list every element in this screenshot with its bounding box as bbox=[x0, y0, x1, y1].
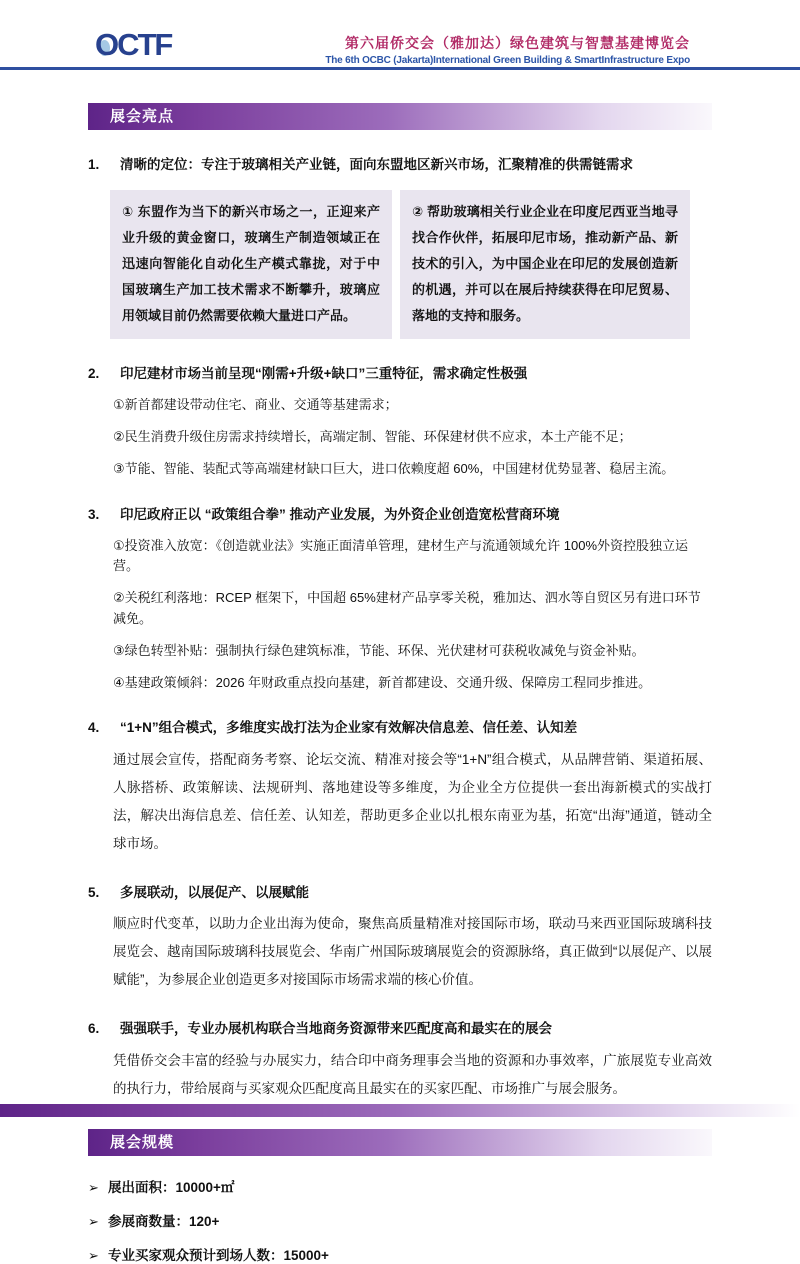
section-banner-scale: 展会规模 bbox=[88, 1129, 712, 1156]
expo-title-zh: 第六届侨交会（雅加达）绿色建筑与智慧基建博览会 bbox=[345, 35, 690, 51]
item-subline: ③绿色转型补贴：强制执行绿色建筑标准，节能、环保、光伏建材可获税收减免与资金补贴。 bbox=[113, 642, 645, 658]
item-paragraph: 凭借侨交会丰富的经验与办展实力，结合印中商务理事会当地的资源和办事效率，广旅展览专业高效的执行力，带给展商与买家观众匹配度高且最实在的买家匹配、市场推广与展会服务。 bbox=[113, 1052, 712, 1096]
item-number: 1. bbox=[88, 157, 100, 172]
arrowhead-bullet-icon: ➢ bbox=[88, 1213, 99, 1229]
info-box-row bbox=[110, 190, 712, 339]
scale-bullet bbox=[88, 1210, 712, 1230]
item-subline: ②关税红利落地：RCEP 框架下，中国超 65%建材产品享零关税，雅加达、泗水等自贸区另有进口环节减免。 bbox=[113, 590, 701, 626]
bullet-text: 展出面积：10000+㎡ bbox=[108, 1179, 235, 1195]
section-banner-highlights: 展会亮点 bbox=[88, 103, 712, 130]
item-subline: ①新首都建设带动住宅、商业、交通等基建需求； bbox=[113, 397, 398, 413]
item-subline: ②民生消费升级住房需求持续增长，高端定制、智能、环保建材供不应求，本土产能不足； bbox=[113, 429, 632, 445]
item-heading-row bbox=[88, 155, 712, 175]
item-heading: 清晰的定位：专注于玻璃相关产业链，面向东盟地区新兴市场，汇聚精准的供需链需求 bbox=[120, 157, 633, 172]
item-heading-row bbox=[88, 883, 712, 903]
highlight-item-3 bbox=[88, 505, 712, 693]
info-box-2: ② 帮助玻璃相关行业企业在印度尼西亚当地寻找合作伙伴，拓展印尼市场，推动新产品、新技术的引入，为中国企业在印尼的发展创造新的机遇，并可以在展后持续获得在印尼贸易、落地的支持和服务。 bbox=[400, 190, 690, 339]
item-number: 6. bbox=[88, 1021, 100, 1037]
item-heading: 印尼政府正以 “政策组合拳” 推动产业发展，为外资企业创造宽松营商环境 bbox=[120, 506, 560, 522]
main-content bbox=[88, 70, 712, 1264]
item-heading: 印尼建材市场当前呈现“刚需+升级+缺口”三重特征，需求确定性极强 bbox=[120, 365, 528, 381]
item-paragraph: 顺应时代变革，以助力企业出海为使命，聚焦高质量精准对接国际市场，联动马来西亚国际玻璃科技展览会、越南国际玻璃科技展览会、华南广州国际玻璃展览会的资源脉络，真正做到“以展促产、以展赋能”，为参展企业创造更多对接国际市场需求端的核心价值。 bbox=[113, 916, 712, 988]
footer-accent-bar bbox=[0, 1104, 800, 1117]
item-heading-row bbox=[88, 1019, 712, 1039]
highlight-item-6 bbox=[88, 1019, 712, 1103]
item-heading-row bbox=[88, 718, 712, 738]
scale-bullet bbox=[88, 1176, 712, 1196]
logo-text: OCTF bbox=[95, 27, 172, 62]
item-number: 2. bbox=[88, 365, 100, 381]
item-heading-row bbox=[88, 505, 712, 525]
arrowhead-bullet-icon: ➢ bbox=[88, 1179, 99, 1195]
highlight-item-4 bbox=[88, 718, 712, 858]
expo-title-en: The 6th OCBC (Jakarta)International Green Building & SmartInfrastructure Expo bbox=[325, 55, 690, 67]
octf-logo bbox=[95, 28, 175, 62]
item-heading-row bbox=[88, 364, 712, 384]
arrowhead-bullet-icon: ➢ bbox=[88, 1247, 99, 1263]
scale-bullet bbox=[88, 1244, 712, 1264]
expo-titles bbox=[325, 33, 690, 68]
highlight-item-1 bbox=[88, 155, 712, 339]
item-subline: ③节能、智能、装配式等高端建材缺口巨大，进口依赖度超 60%，中国建材优势显著、稳居主流。 bbox=[113, 461, 675, 477]
page-header bbox=[0, 0, 800, 70]
scale-bullets bbox=[88, 1176, 712, 1264]
item-heading: “1+N”组合模式，多维度实战打法为企业家有效解决信息差、信任差、认知差 bbox=[120, 719, 578, 735]
info-box-1: ① 东盟作为当下的新兴市场之一，正迎来产业升级的黄金窗口，玻璃生产制造领域正在迅速向智能化自动化生产模式靠拢，对于中国玻璃生产加工技术需求不断攀升，玻璃应用领域目前仍然需要依赖大量进口产品。 bbox=[110, 190, 392, 339]
item-number: 3. bbox=[88, 506, 100, 522]
item-number: 4. bbox=[88, 719, 100, 735]
item-number: 5. bbox=[88, 884, 100, 900]
item-heading: 强强联手，专业办展机构联合当地商务资源带来匹配度高和最实在的展会 bbox=[120, 1021, 552, 1037]
item-heading: 多展联动，以展促产、以展赋能 bbox=[120, 884, 309, 900]
highlight-item-2 bbox=[88, 364, 712, 480]
item-subline: ①投资准入放宽：《创造就业法》实施正面清单管理，建材生产与流通领域允许 100%外资控股独立运营。 bbox=[113, 538, 689, 574]
highlight-item-5 bbox=[88, 883, 712, 995]
bullet-text: 专业买家观众预计到场人数：15000+ bbox=[108, 1247, 329, 1263]
bullet-text: 参展商数量：120+ bbox=[108, 1213, 220, 1229]
item-paragraph: 通过展会宣传，搭配商务考察、论坛交流、精准对接会等“1+N”组合模式，从品牌营销、渠道拓展、人脉搭桥、政策解读、法规研判、落地建设等多维度，为企业全方位提供一套出海新模式的实战打法，解决出海信息差、信任差、认知差，帮助更多企业以扎根东南亚为基，拓宽“出海”通道，链动全球市场。 bbox=[113, 751, 712, 851]
item-subline: ④基建政策倾斜：2026 年财政重点投向基建，新首都建设、交通升级、保障房工程同步推进。 bbox=[113, 674, 652, 690]
